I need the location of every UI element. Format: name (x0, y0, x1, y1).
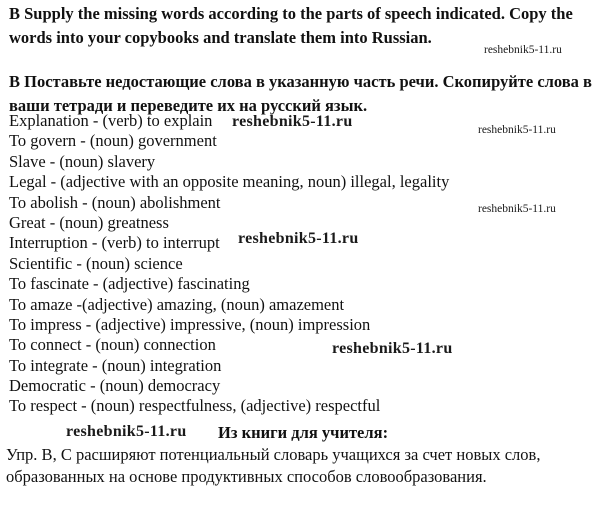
list-item: To govern - (noun) government (9, 131, 217, 151)
list-item: Explanation - (verb) to explain (9, 111, 213, 130)
watermark: reshebnik5-11.ru (484, 44, 562, 56)
list-item: To abolish - (noun) abolishment (9, 192, 221, 212)
watermark: reshebnik5-11.ru (238, 230, 359, 247)
list-item: Democratic - (noun) democracy (9, 376, 221, 396)
teacher-book-note: Упр. В, С расширяют потенциальный словарь учащихся за счет новых слов, образованных на основе продуктивных способов словообразования. (6, 445, 541, 486)
list-item: To connect - (noun) connection (9, 335, 216, 355)
list-item: Legal - (adjective with an opposite meaning, noun) illegal, legality (9, 172, 450, 192)
word-formation-list (9, 111, 449, 417)
list-item: Slave - (noun) slavery (9, 151, 156, 171)
list-item: Scientific - (noun) science (9, 253, 183, 273)
list-item: To impress - (adjective) impressive, (noun) impression (9, 314, 371, 334)
list-item: Great - (noun) greatness (9, 212, 169, 232)
teacher-book-heading: Из книги для учителя: (218, 423, 389, 442)
watermark: reshebnik5-11.ru (232, 113, 353, 130)
list-item: To amaze -(adjective) amazing, (noun) amazement (9, 294, 345, 314)
exercise-instruction-english: B Supply the missing words according to the parts of speech indicated. Copy the words into your copybooks and translate them into Russian. (9, 4, 573, 47)
watermark: reshebnik5-11.ru (332, 340, 453, 357)
exercise-instruction-russian: B Поставьте недостающие слова в указанную часть речи. Скопируйте слова в ваши тетради и переведите их на русский язык. (9, 72, 592, 115)
watermark: reshebnik5-11.ru (478, 124, 556, 136)
list-item: Interruption - (verb) to interrupt (9, 233, 220, 253)
list-item: To respect - (noun) respectfulness, (adjective) respectful (9, 396, 381, 416)
watermark: reshebnik5-11.ru (478, 203, 556, 215)
watermark: reshebnik5-11.ru (66, 423, 187, 440)
list-item: To fascinate - (adjective) fascinating (9, 274, 250, 294)
list-item: To integrate - (noun) integration (9, 355, 222, 375)
